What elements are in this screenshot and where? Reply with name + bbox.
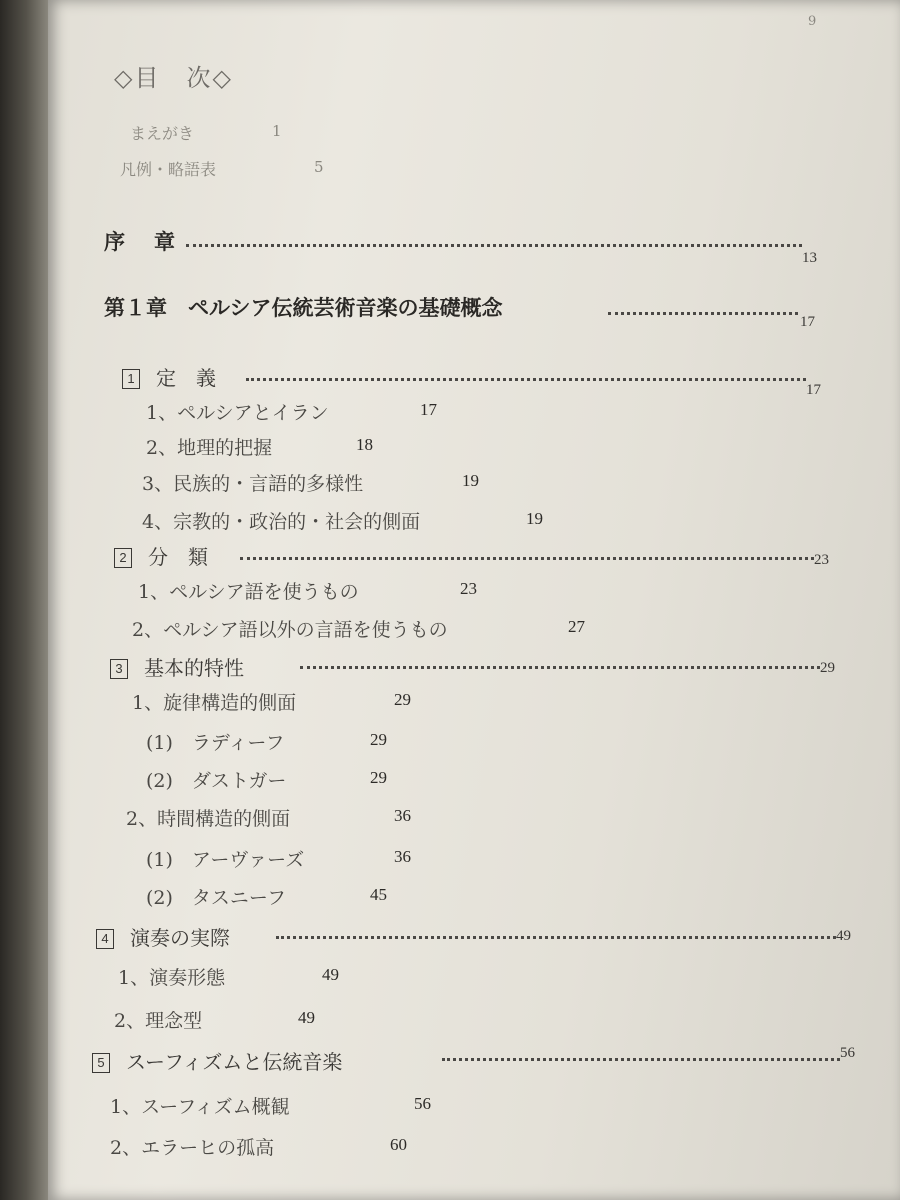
chapter-heading: 第１章 ペルシア伝統芸術音楽の基礎概念: [104, 295, 503, 320]
page-number: 23: [814, 552, 829, 568]
page-number: 23: [460, 579, 477, 598]
section-title: 演奏の実際: [130, 926, 230, 950]
page-number: 36: [394, 847, 411, 866]
page-number: 19: [526, 509, 543, 528]
toc-item: 2、地理的把握: [146, 437, 273, 459]
toc-item: 2、エラーヒの孤高: [110, 1137, 275, 1159]
toc-item: 1、演奏形態: [118, 967, 226, 989]
dot-leader: [608, 312, 798, 315]
prologue-heading: 序 章: [104, 229, 179, 254]
dot-leader: [246, 378, 806, 381]
front-matter-label: まえがき: [130, 124, 195, 143]
toc-item: 1、スーフィズム概観: [110, 1096, 290, 1118]
section-number-box: 1: [122, 369, 140, 389]
section-title: スーフィズムと伝統音楽: [126, 1050, 343, 1074]
toc-item: 2、時間構造的側面: [126, 808, 291, 830]
toc-item: 1、ペルシア語を使うもの: [138, 581, 359, 603]
toc-item: 2、理念型: [114, 1010, 203, 1032]
section-title: 分 類: [148, 545, 208, 569]
page-number: 29: [370, 730, 387, 749]
front-matter-page: 1: [272, 122, 282, 140]
page-number: 29: [820, 660, 835, 676]
section-heading: [114, 541, 208, 570]
dot-leader: [240, 557, 814, 560]
page-number: 36: [394, 806, 411, 825]
section-heading: [96, 922, 230, 951]
folio-number: 9: [808, 14, 817, 29]
toc-item: 2、ペルシア語以外の言語を使うもの: [132, 619, 448, 641]
front-matter-page: 5: [314, 158, 324, 176]
toc-item: 3、民族的・言語的多様性: [142, 473, 364, 495]
page-number: 19: [462, 471, 479, 490]
front-matter-label: 凡例・略語表: [120, 160, 217, 179]
dot-leader: [300, 666, 820, 669]
page-number: 17: [800, 314, 815, 330]
page-number: 17: [806, 382, 821, 398]
book-spine: [0, 0, 48, 1200]
page-number: 29: [370, 768, 387, 787]
section-title: 定 義: [156, 366, 216, 390]
section-number-box: 2: [114, 548, 132, 568]
toc-item: 4、宗教的・政治的・社会的側面: [142, 511, 421, 533]
page-number: 27: [568, 617, 585, 636]
section-heading: [92, 1046, 342, 1075]
page-number: 49: [836, 928, 851, 944]
toc-item: (1) アーヴァーズ: [146, 849, 305, 871]
section-number-box: 3: [110, 659, 128, 679]
page-number: 29: [394, 690, 411, 709]
page-number: 56: [414, 1094, 431, 1113]
dot-leader: [442, 1058, 840, 1061]
section-heading: [122, 362, 216, 391]
toc-item: 1、旋律構造的側面: [132, 692, 297, 714]
toc-item: (2) タスニーフ: [146, 887, 286, 909]
page-number: 56: [840, 1045, 855, 1061]
toc-item: (1) ラディーフ: [146, 732, 285, 754]
section-title: 基本的特性: [144, 656, 244, 680]
section-number-box: 4: [96, 929, 114, 949]
page-number: 49: [298, 1008, 315, 1027]
toc-item: 1、ペルシアとイラン: [146, 402, 329, 424]
dot-leader: [186, 244, 802, 247]
page-number: 60: [390, 1135, 407, 1154]
page-number: 18: [356, 435, 373, 454]
dot-leader: [276, 936, 836, 939]
page-number: 13: [802, 250, 817, 266]
page-number: 45: [370, 885, 387, 904]
toc-title: ◇目 次◇: [114, 64, 233, 92]
page-number: 49: [322, 965, 339, 984]
toc-item: (2) ダストガー: [146, 770, 287, 792]
section-number-box: 5: [92, 1053, 110, 1073]
section-heading: [110, 652, 244, 681]
page-number: 17: [420, 400, 437, 419]
